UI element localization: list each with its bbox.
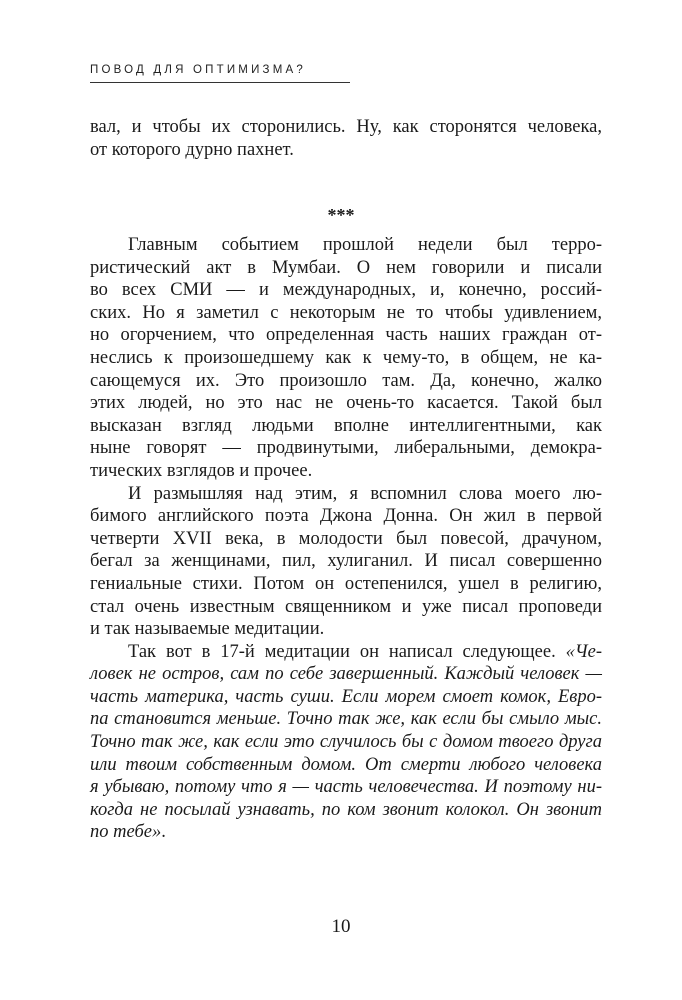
quote-line xyxy=(90,754,602,777)
quote-text: Точно так же, как если это случилось бы с домом твоего друга xyxy=(90,732,602,753)
page-number: 10 xyxy=(331,916,351,937)
quote-text: когда не посылай узнавать, по ком звонит колокол. Он звонит xyxy=(90,799,602,820)
text-line: гениальные стихи. Потом он остепенился, ушел в религию, xyxy=(90,573,602,594)
quote-line xyxy=(90,821,602,844)
text-line: этих людей, но это нас не очень-то касается. Такой был xyxy=(90,393,602,414)
text-line: вал, и чтобы их сторонились. Ну, как сторонятся человека, xyxy=(90,117,602,137)
header-rule xyxy=(90,82,350,83)
text-line: неслись к произошедшему как к чему-то, в общем, не ка- xyxy=(90,347,602,368)
quote-text: или твоим собственным домом. От смерти любого человека xyxy=(90,754,602,775)
text-line: бимого английского поэта Джона Донна. Он жил в первой xyxy=(90,506,602,527)
text-line: Главным событием прошлой недели был терро- xyxy=(128,235,602,255)
text-line: стал очень известным священником и уже писал проповеди xyxy=(90,596,602,617)
quote-line xyxy=(90,776,602,799)
text-line: И размышляя над этим, я вспомнил слова моего лю- xyxy=(128,483,602,504)
quote-line xyxy=(90,731,602,754)
section-break: *** xyxy=(327,205,355,225)
quote-line xyxy=(90,663,602,686)
text-line: ристический акт в Мумбаи. О нем говорили и писали xyxy=(90,257,602,278)
text-line: тических взглядов и прочее. xyxy=(90,460,313,481)
quote-text: часть материка, часть суши. Если морем смоет комок, Евро- xyxy=(90,686,602,707)
quote-line xyxy=(90,799,602,822)
final-period: . xyxy=(161,822,166,843)
text-line: высказан взгляд людьми вполне интеллигентными, как xyxy=(90,415,602,436)
text-line: ныне говорят — продвинутыми, либеральными, демокра- xyxy=(90,438,602,459)
paragraph-1 xyxy=(90,234,602,844)
text-line: и так называемые медитации. xyxy=(90,619,325,640)
text-line: во всех СМИ — и международных, и, конечно, россий- xyxy=(90,280,602,301)
quote-end: по тебе» xyxy=(90,822,162,843)
quote-text: ловек не остров, сам по себе завершенный. Каждый человек — xyxy=(90,664,602,685)
quote-line xyxy=(90,686,602,709)
quote-line xyxy=(90,708,602,731)
quote-start: «Че- xyxy=(565,641,602,662)
text-line: сающемуся их. Это произошло там. Да, конечно, жалко xyxy=(90,370,602,391)
text-line: ских. Но я заметил с некоторым не то чтобы удивлением, xyxy=(90,302,602,323)
running-title: ПОВОД ДЛЯ ОПТИМИЗМА? xyxy=(90,64,306,76)
paragraph-3-intro: Так вот в 17-й медитации он написал следующее. xyxy=(128,641,566,662)
quote-text: па становится меньше. Точно так же, как если бы смыло мыс. xyxy=(90,709,602,730)
quote-text: я убываю, потому что я — часть человечества. И поэтому ни- xyxy=(90,777,602,798)
text-line: но огорчением, что определенная часть наших граждан от- xyxy=(90,325,602,346)
text-line xyxy=(90,641,602,664)
text-line: от которого дурно пахнет. xyxy=(90,139,294,160)
continuation-text xyxy=(90,116,602,161)
text-line: четверти XVII века, в молодости был повесой, драчуном, xyxy=(90,528,602,549)
text-line: бегал за женщинами, пил, хулиганил. И писал совершенно xyxy=(90,551,602,572)
